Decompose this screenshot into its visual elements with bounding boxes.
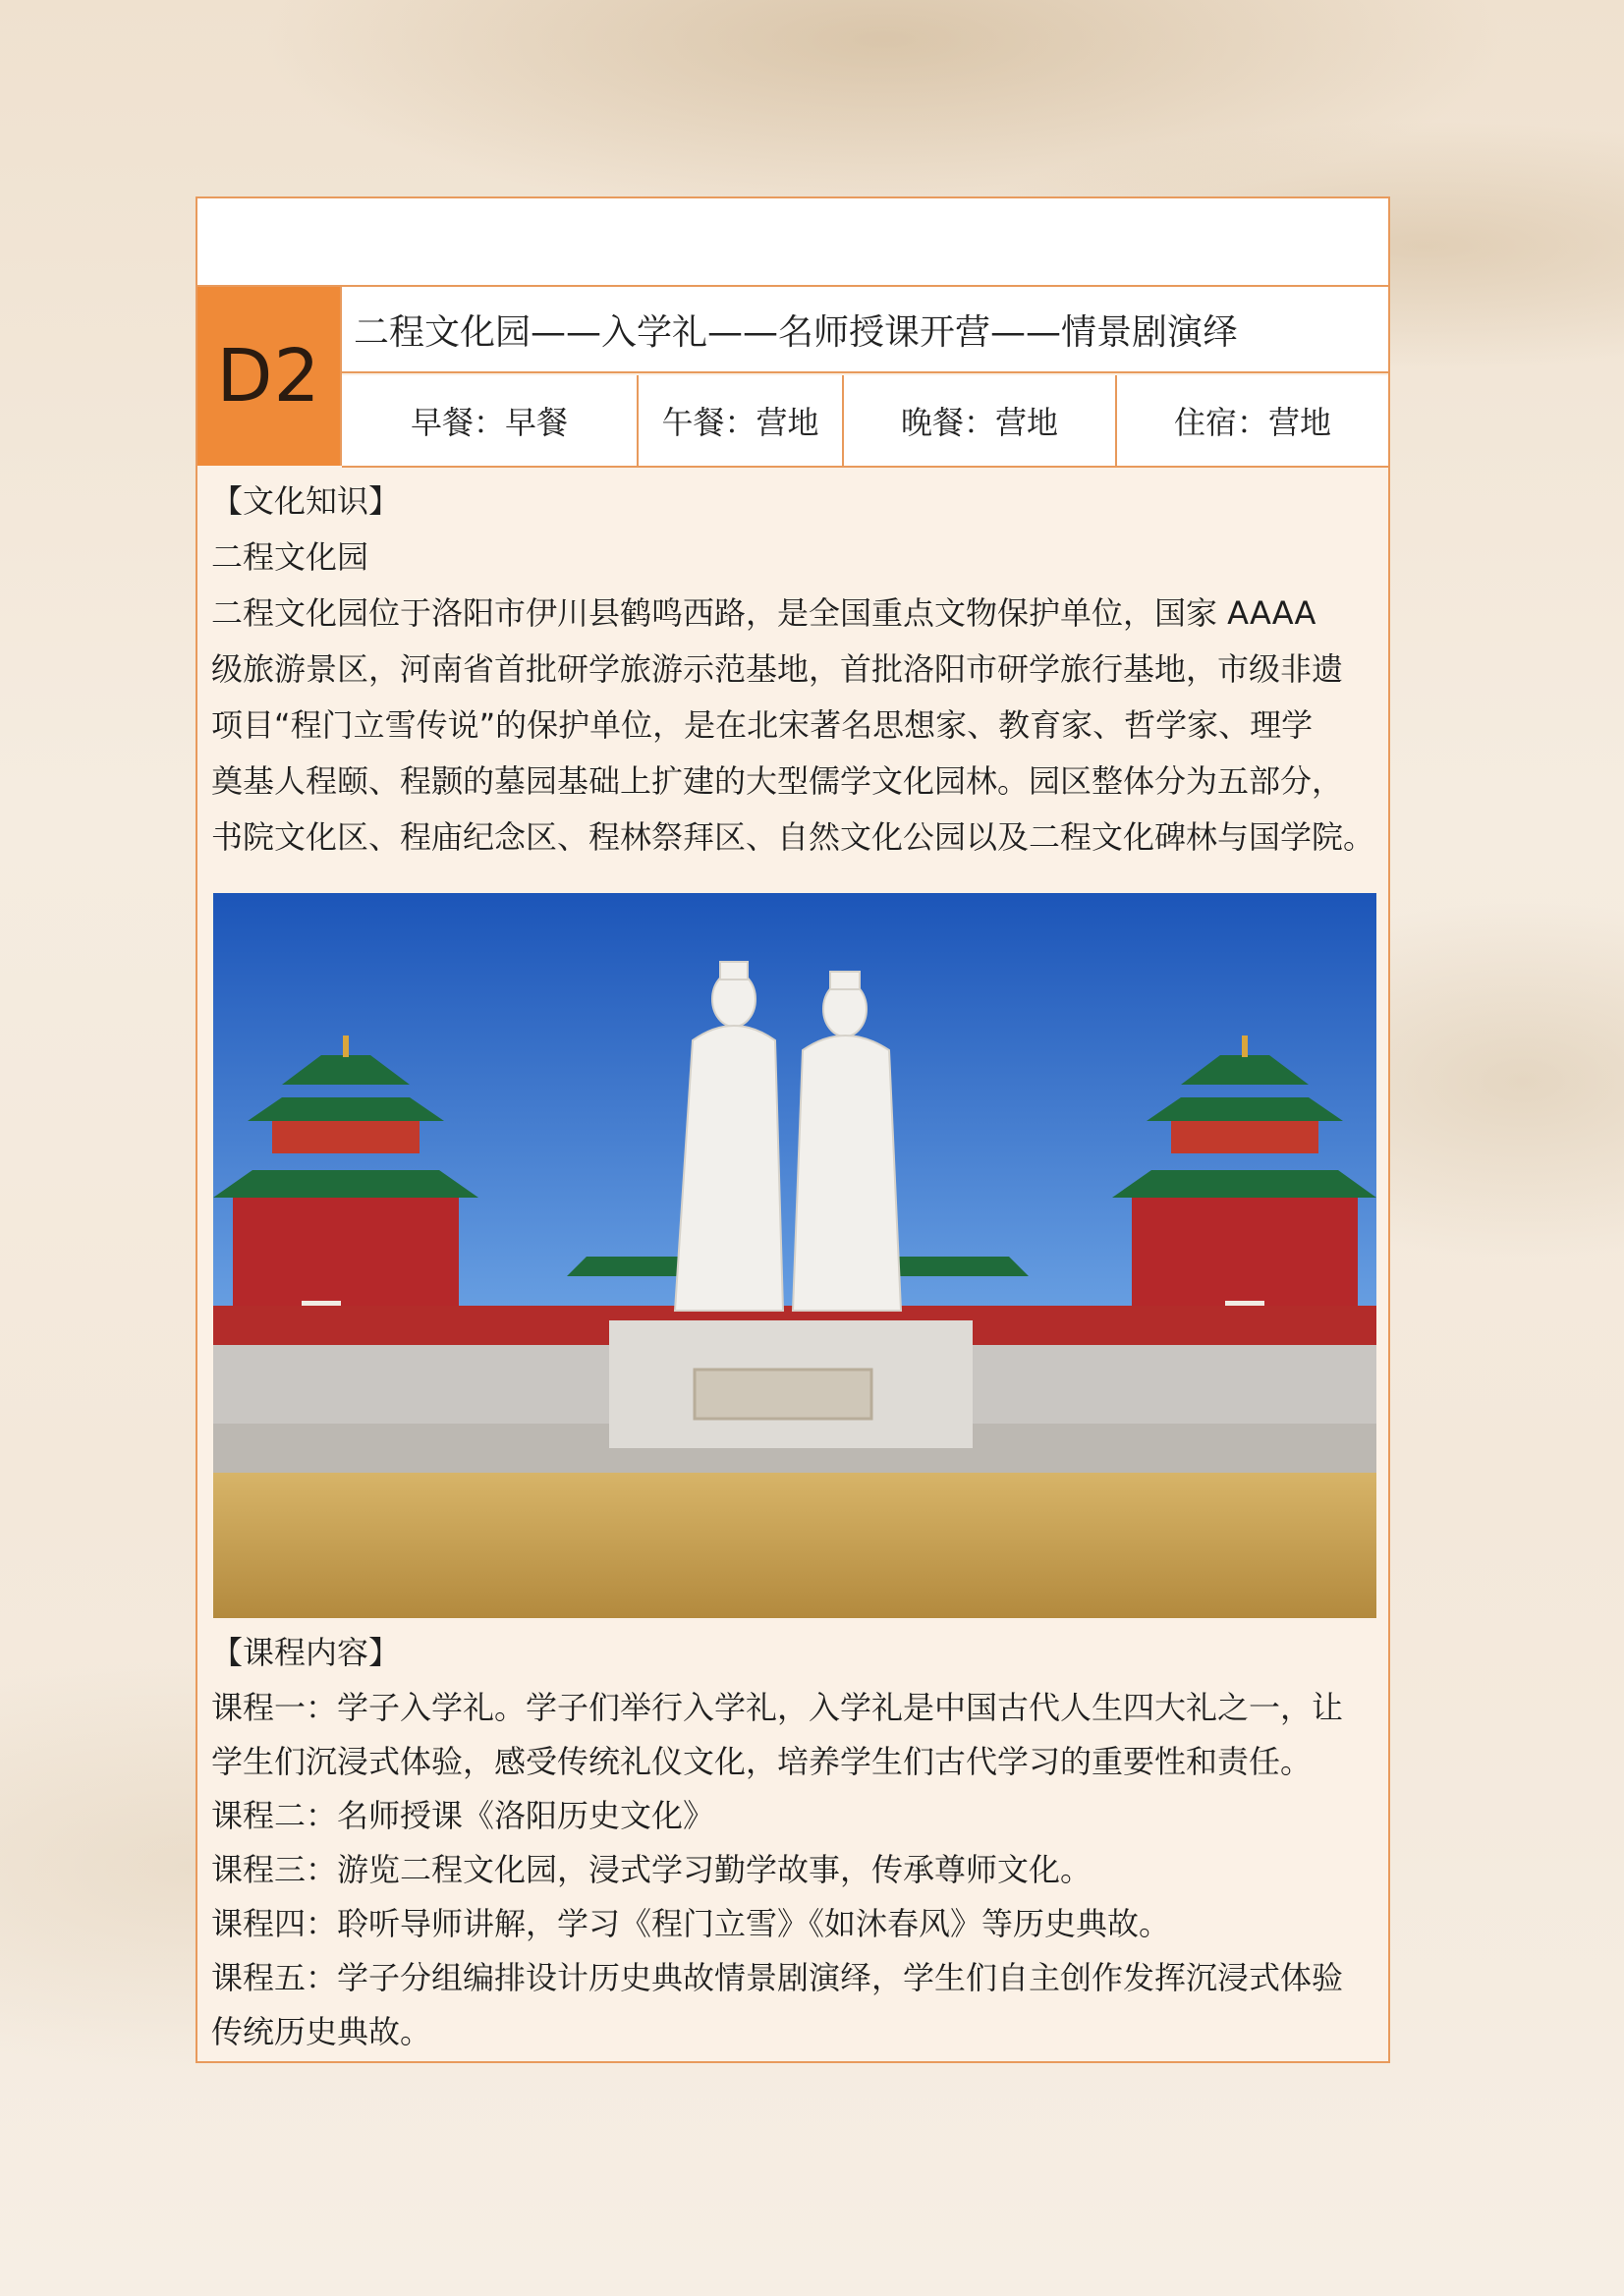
course-line: 课程四：聆听导师讲解，学习《程门立雪》《如沐春风》等历史典故。 — [211, 1905, 1171, 1942]
header-blank-row — [197, 198, 1388, 287]
culture-subheading: 二程文化园 — [211, 538, 369, 576]
culture-line: 项目“程门立雪传说”的保护单位，是在北宋著名思想家、教育家、哲学家、理学 — [211, 706, 1314, 744]
day-title: 二程文化园——入学礼——名师授课开营——情景剧演绎 — [342, 287, 1388, 373]
course-line: 课程五：学子分组编排设计历史典故情景剧演绎，学生们自主创作发挥沉浸式体验 — [211, 1959, 1344, 1996]
culture-line: 书院文化区、程庙纪念区、程林祭拜区、自然文化公园以及二程文化碑林与国学院。 — [211, 818, 1375, 856]
meal-dinner: 晚餐：营地 — [844, 375, 1117, 466]
culture-heading: 【文化知识】 — [211, 482, 401, 520]
itinerary-card — [196, 196, 1390, 2063]
courses-heading: 【课程内容】 — [211, 1634, 401, 1671]
meal-breakfast: 早餐：早餐 — [342, 375, 639, 466]
course-line: 课程一：学子入学礼。学子们举行入学礼，入学礼是中国古代人生四大礼之一，让 — [211, 1689, 1344, 1726]
day-badge: D2 — [197, 287, 342, 466]
meal-lodging: 住宿：营地 — [1173, 404, 1331, 441]
culture-line: 奠基人程颐、程颢的墓园基础上扩建的大型儒学文化园林。园区整体分为五部分， — [211, 762, 1344, 800]
course-line: 课程三：游览二程文化园，浸式学习勤学故事，传承尊师文化。 — [211, 1851, 1092, 1888]
course-line: 学生们沉浸式体验，感受传统礼仪文化，培养学生们古代学习的重要性和责任。 — [211, 1743, 1313, 1780]
meals-row — [342, 375, 1388, 468]
cheng-statues-photo — [213, 893, 1376, 1618]
culture-line: 二程文化园位于洛阳市伊川县鹤鸣西路，是全国重点文物保护单位，国家 AAAA — [211, 594, 1316, 632]
course-line: 课程二：名师授课《洛阳历史文化》 — [211, 1797, 715, 1834]
culture-line: 级旅游景区，河南省首批研学旅游示范基地，首批洛阳市研学旅行基地，市级非遗 — [211, 650, 1344, 688]
meal-lunch: 午餐：营地 — [639, 375, 844, 466]
course-line: 传统历史典故。 — [211, 2013, 432, 2050]
